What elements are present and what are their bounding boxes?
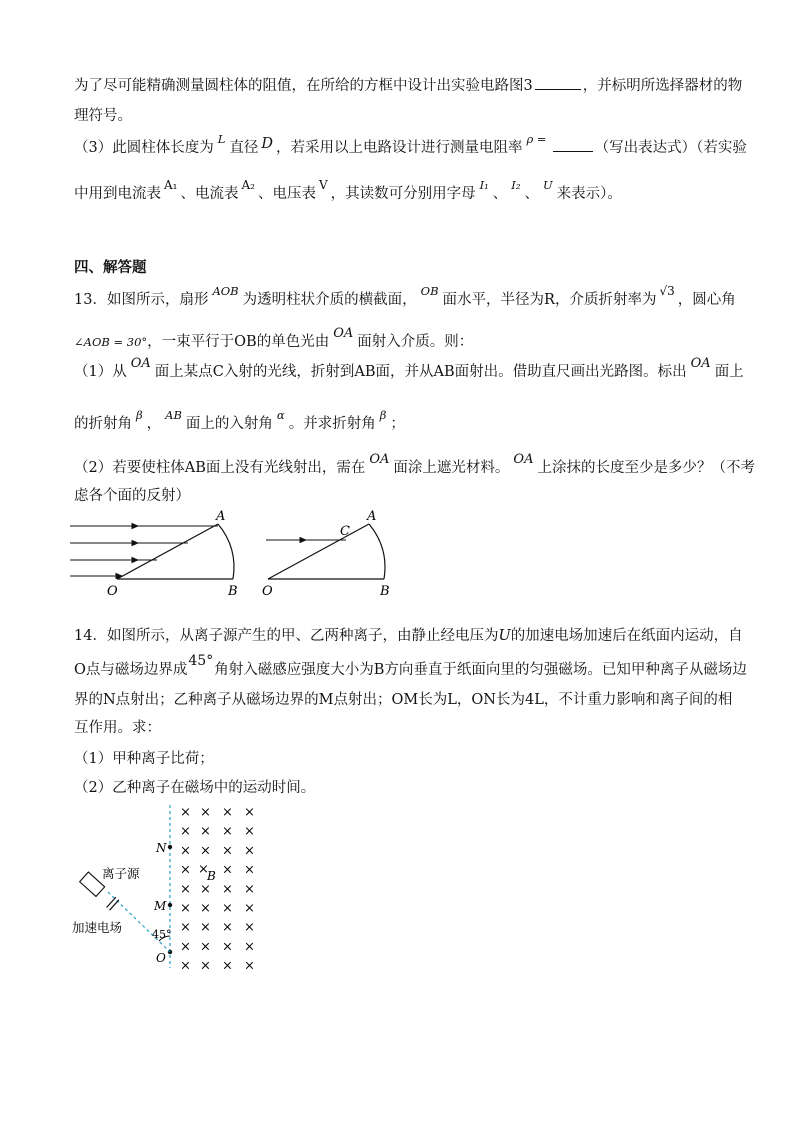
label-45: 45° <box>152 928 172 941</box>
q13-line-5 <box>74 452 755 479</box>
symbol-alpha: α <box>276 408 285 422</box>
symbol-A1: A₁ <box>164 178 178 192</box>
field-cross: × <box>244 958 255 974</box>
q13-figure-1 <box>70 510 270 600</box>
text: ，圆心角 <box>677 292 736 308</box>
q13-figure-2 <box>262 510 412 600</box>
field-cross: × <box>198 862 209 877</box>
text: ，并标明所选择器材的物 <box>582 78 743 94</box>
symbol-V: V <box>318 178 328 192</box>
q12-line-3 <box>74 132 747 158</box>
field-cross: × <box>244 824 255 840</box>
text: 中用到电流表 <box>74 186 161 202</box>
field-cross: × <box>244 843 255 859</box>
text: 、电流表 <box>180 186 239 202</box>
text: 来表示）。 <box>556 186 622 202</box>
symbol-AOB: AOB <box>212 284 239 298</box>
symbol-U: U <box>498 628 511 644</box>
q13-line-3 <box>74 356 744 383</box>
field-cross: × <box>200 920 211 936</box>
field-cross: × <box>244 805 255 820</box>
q14-line-4: 互作用。求： <box>74 720 161 736</box>
field-cross: × <box>180 881 191 897</box>
symbol-beta: β <box>379 408 387 422</box>
field-cross: × <box>244 862 255 878</box>
symbol-rho: ρ = <box>526 132 547 146</box>
field-cross: × <box>244 881 255 897</box>
text: 为透明柱状介质的横截面， <box>242 292 417 308</box>
label-B: B <box>228 584 238 599</box>
label-B: B <box>207 869 216 883</box>
text: （3）此圆柱体长度为 <box>74 140 214 156</box>
answer-blank[interactable] <box>535 76 581 90</box>
field-cross: × <box>200 939 211 955</box>
field-cross: × <box>244 939 255 955</box>
label-N: N <box>156 841 167 855</box>
label-accel-field: 加速电场 <box>72 920 123 935</box>
field-cross: × <box>222 881 233 897</box>
field-cross: × <box>244 920 255 936</box>
q14-line-6: （2）乙种离子在磁场中的运动时间。 <box>74 780 316 796</box>
field-cross: × <box>222 901 233 916</box>
text: 13．如图所示，扇形 <box>74 292 209 308</box>
text: 、电压表 <box>257 186 316 202</box>
text: 面上 <box>714 364 744 380</box>
angle-AOB: ∠AOB = 30° <box>74 335 148 349</box>
field-cross: × <box>180 824 191 840</box>
q14-line-1 <box>74 626 743 646</box>
field-cross: × <box>180 920 191 936</box>
text: 面水平，半径为R，介质折射率为 <box>442 292 657 308</box>
text: （2）若要使柱体AB面上没有光线射出，需在 <box>74 460 366 476</box>
symbol-OA: OA <box>690 356 711 371</box>
q12-line-1 <box>74 76 742 96</box>
text: 面涂上遮光材料。 <box>393 460 510 476</box>
field-cross: × <box>222 862 233 878</box>
text: O点与磁场边界成 <box>74 662 188 678</box>
symbol-I1: I₁ <box>479 178 489 192</box>
q13-line-4 <box>74 408 405 434</box>
text: ， <box>146 416 162 432</box>
symbol-OA: OA <box>333 326 354 341</box>
label-O: O <box>107 584 118 599</box>
text: ，一束平行于OB的单色光由 <box>147 334 330 350</box>
text: 。并求折射角 <box>288 416 376 432</box>
label-C: C <box>340 524 350 539</box>
field-cross: × <box>180 901 191 916</box>
field-cross: × <box>180 843 191 859</box>
label-O: O <box>262 584 273 599</box>
symbol-AB: AB <box>165 408 182 422</box>
q14-line-2 <box>74 653 747 680</box>
symbol-OA: OA <box>369 452 390 467</box>
text: 、 <box>524 186 539 202</box>
text: （1）从 <box>74 364 127 380</box>
q14-line-3: 界的N点射出；乙种离子从磁场边界的M点射出；OM长为L，ON长为4L，不计重力影响和离子间的相 <box>74 692 733 708</box>
field-cross: × <box>180 862 191 878</box>
field-cross: × <box>222 920 233 936</box>
q13-line-2 <box>74 326 474 353</box>
symbol-D: D <box>261 136 274 152</box>
field-cross: × <box>200 901 211 916</box>
text: 面上的入射角 <box>185 416 273 432</box>
symbol-OB: OB <box>420 284 439 298</box>
label-O: O <box>156 951 166 965</box>
field-cross: × <box>200 843 211 859</box>
text: 直径 <box>229 140 259 156</box>
field-cross: × <box>200 958 211 974</box>
symbol-beta: β <box>136 408 143 422</box>
q14-figure <box>60 800 320 975</box>
field-cross: × <box>180 939 191 955</box>
accelerating-plates <box>107 897 119 910</box>
label-A: A <box>216 509 226 524</box>
field-cross: × <box>180 958 191 974</box>
label-A: A <box>367 509 377 524</box>
ion-source-box <box>80 872 105 896</box>
q13-line-1 <box>74 284 736 310</box>
label-ion-source: 离子源 <box>102 866 140 881</box>
arc-AB <box>218 524 234 579</box>
text: 角射入磁感应强度大小为B方向垂直于纸面向里的匀强磁场。已知甲种离子从磁场边 <box>214 662 747 678</box>
edge-OA <box>268 524 369 579</box>
q12-line-4 <box>74 178 622 204</box>
field-cross: × <box>222 958 233 974</box>
arc-AB <box>369 524 385 579</box>
label-M: M <box>154 899 167 913</box>
symbol-sqrt3: √3 <box>659 284 675 298</box>
symbol-L: L <box>217 132 226 146</box>
text: 的加速电场加速后在纸面内运动，自 <box>510 628 743 644</box>
answer-blank[interactable] <box>553 138 593 152</box>
text: ，若采用以上电路设计进行测量电阻率 <box>276 140 523 156</box>
symbol-OA: OA <box>513 452 534 467</box>
text: （写出表达式）（若实验 <box>594 140 747 156</box>
text: 上涂抹的长度至少是多少？（不考 <box>537 460 755 476</box>
field-cross: × <box>222 824 233 840</box>
symbol-U: U <box>542 178 553 192</box>
field-cross: × <box>222 843 233 859</box>
edge-OA <box>117 524 218 579</box>
point-M <box>168 903 172 907</box>
field-cross: × <box>200 805 211 820</box>
symbol-A2: A₂ <box>241 178 255 192</box>
field-cross: × <box>180 805 191 820</box>
label-B: B <box>380 584 390 599</box>
text: 、 <box>492 186 508 202</box>
text: 面上某点C入射的光线，折射到AB面，并从AB面射出。借助直尺画出光路图。标出 <box>154 364 687 380</box>
text: ； <box>390 416 405 432</box>
text: 14．如图所示，从离子源产生的甲、乙两种离子，由静止经电压为 <box>74 628 499 644</box>
text: 为了尽可能精确测量圆柱体的阻值，在所给的方框中设计出实验电路图3 <box>74 78 533 94</box>
field-cross: × <box>200 824 211 840</box>
section-title: 四、解答题 <box>74 260 147 276</box>
symbol-I2: I₂ <box>511 178 521 192</box>
field-cross: × <box>222 939 233 955</box>
magnetic-field-crosses <box>180 805 255 974</box>
field-cross: × <box>222 805 233 820</box>
angle-45: 45° <box>188 653 214 669</box>
symbol-OA: OA <box>130 356 151 371</box>
text: ，其读数可分别用字母 <box>330 186 476 202</box>
text: 面射入介质。则： <box>357 334 474 350</box>
q13-line-6: 虑各个面的反射） <box>74 488 190 504</box>
point-N <box>168 845 172 849</box>
field-cross: × <box>200 881 211 897</box>
field-cross: × <box>244 901 255 916</box>
text: 的折射角 <box>74 416 132 432</box>
q12-line-2: 理符号。 <box>74 108 132 124</box>
q14-line-5: （1）甲种离子比荷； <box>74 751 214 767</box>
